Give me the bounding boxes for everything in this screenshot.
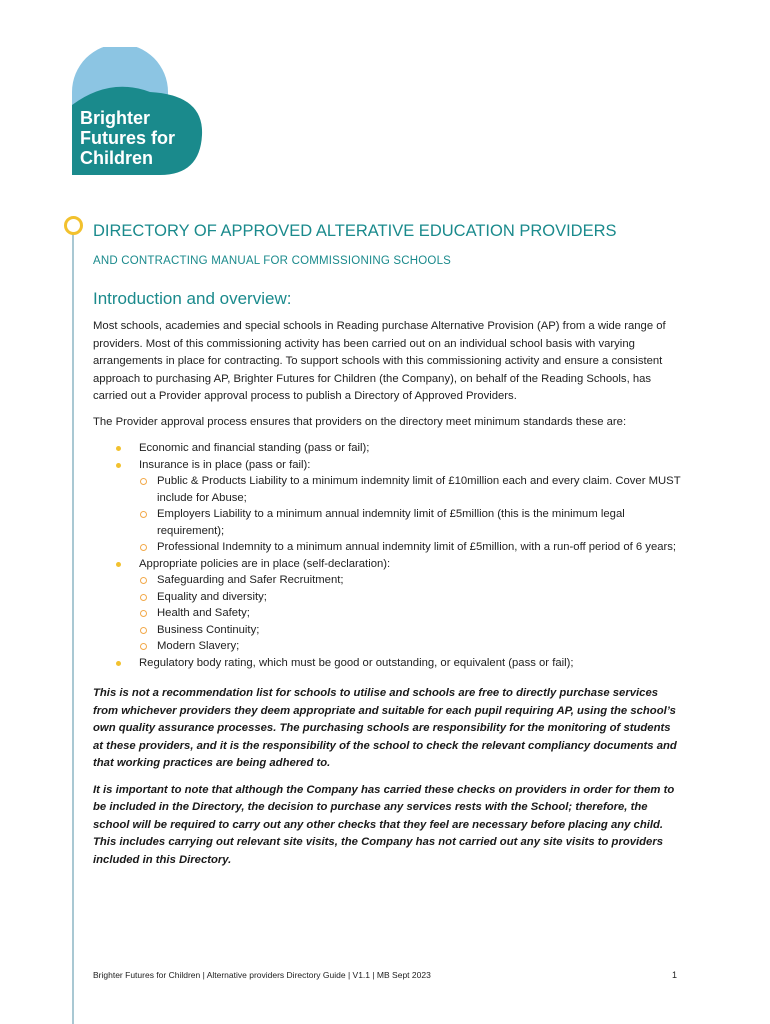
- circle-bullet-icon: [140, 594, 147, 601]
- circle-bullet-icon: [140, 544, 147, 551]
- circle-bullet-icon: [140, 610, 147, 617]
- sub-list-item-text: Health and Safety;: [157, 607, 250, 619]
- list-item: [93, 556, 683, 655]
- decorative-vertical-line: [72, 232, 74, 1024]
- circle-bullet-icon: [140, 643, 147, 650]
- logo-line-2: Futures for: [80, 128, 176, 148]
- standards-list: [93, 440, 683, 671]
- circle-bullet-icon: [140, 627, 147, 634]
- bullet-icon: [116, 661, 121, 666]
- sub-list-item-text: Professional Indemnity to a minimum annual indemnity limit of £5million, with a run-off period of 6 years;: [157, 541, 677, 553]
- bullet-icon: [116, 446, 121, 451]
- list-item: [93, 655, 683, 672]
- list-item-text: Insurance is in place (pass or fail):: [139, 458, 311, 471]
- circle-bullet-icon: [140, 577, 147, 584]
- bullet-icon: [116, 463, 121, 468]
- disclaimer-paragraph: This is not a recommendation list for schools to utilise and schools are free to directly purchase services from whichever providers they deem appropriate and suitable for each pupil requiring AP, using the school’s own quality assurance processes. The purchasing schools are responsibility for the monitoring of students at these providers, and it is the responsibility of the school to check the relevant compliancy documents and that working practices are being adhered to.: [93, 687, 677, 769]
- sub-list-item-text: Modern Slavery;: [157, 640, 240, 652]
- decorative-circle-marker: [64, 216, 83, 235]
- document-subtitle: AND CONTRACTING MANUAL FOR COMMISSIONING SCHOOLS: [93, 255, 452, 267]
- sub-list-item: [139, 473, 683, 506]
- document-body: [93, 220, 683, 869]
- circle-bullet-icon: [140, 478, 147, 485]
- bullet-icon: [116, 562, 121, 567]
- intro-paragraph: Most schools, academies and special schools in Reading purchase Alternative Provision (AP) from a wide range of providers. Most of this commissioning activity has been carried out on an individual school basis with varying arrangements in place for contracting. To support schools with this commissioning activity and ensure a consistent approach to purchasing AP, Brighter Futures for Children (the Company), on behalf of the Reading Schools, has carried out a Provider approval process to publish a Directory of Approved Providers.: [93, 320, 666, 402]
- policies-sublist: [139, 572, 683, 655]
- logo-line-3: Children: [80, 148, 154, 168]
- insurance-sublist: [139, 473, 683, 556]
- list-item-text: Regulatory body rating, which must be good or outstanding, or equivalent (pass or fail);: [139, 656, 574, 669]
- logo-wordmark: [80, 108, 175, 168]
- sub-list-item-text: Business Continuity;: [157, 623, 260, 636]
- sub-list-item-text: Employers Liability to a minimum annual indemnity limit of £5million (this is the minimum legal requirement);: [157, 508, 625, 537]
- list-item-text: Appropriate policies are in place (self-declaration):: [139, 557, 391, 570]
- sub-list-item: [139, 589, 683, 606]
- document-title: DIRECTORY OF APPROVED ALTERATIVE EDUCATION PROVIDERS: [93, 222, 617, 240]
- sub-list-item-text: Public & Products Liability to a minimum indemnity limit of £10million each and every claim. Cover MUST include for Abuse;: [157, 475, 681, 504]
- sub-list-item-text: Safeguarding and Safer Recruitment;: [157, 574, 344, 586]
- logo-line-1: Brighter: [80, 108, 151, 128]
- sub-list-item: [139, 506, 683, 539]
- sub-list-item: [139, 622, 683, 639]
- page-number: 1: [672, 970, 678, 980]
- list-item: [93, 440, 683, 457]
- section-heading: Introduction and overview:: [93, 289, 292, 308]
- footer-text: Brighter Futures for Children | Alternative providers Directory Guide | V1.1 | MB Sept 2023: [93, 970, 431, 980]
- sub-list-item: [139, 572, 683, 589]
- sub-list-item-text: Equality and diversity;: [157, 590, 267, 603]
- important-note-paragraph: It is important to note that although the Company has carried these checks on providers in order for them to be included in the Directory, the decision to purchase any services rests with the School; therefore, the school will be required to carry out any other checks that they feel are necessary before placing any child. This includes carrying out relevant site visits, the Company has not carried out any site visits to providers included in this Directory.: [93, 783, 675, 866]
- standards-paragraph: The Provider approval process ensures that providers on the directory meet minimum standards these are:: [93, 415, 627, 428]
- sub-list-item: [139, 539, 683, 556]
- list-item-text: Economic and financial standing (pass or fail);: [139, 442, 370, 454]
- sub-list-item: [139, 605, 683, 622]
- sub-list-item: [139, 638, 683, 655]
- list-item: [93, 457, 683, 556]
- circle-bullet-icon: [140, 511, 147, 518]
